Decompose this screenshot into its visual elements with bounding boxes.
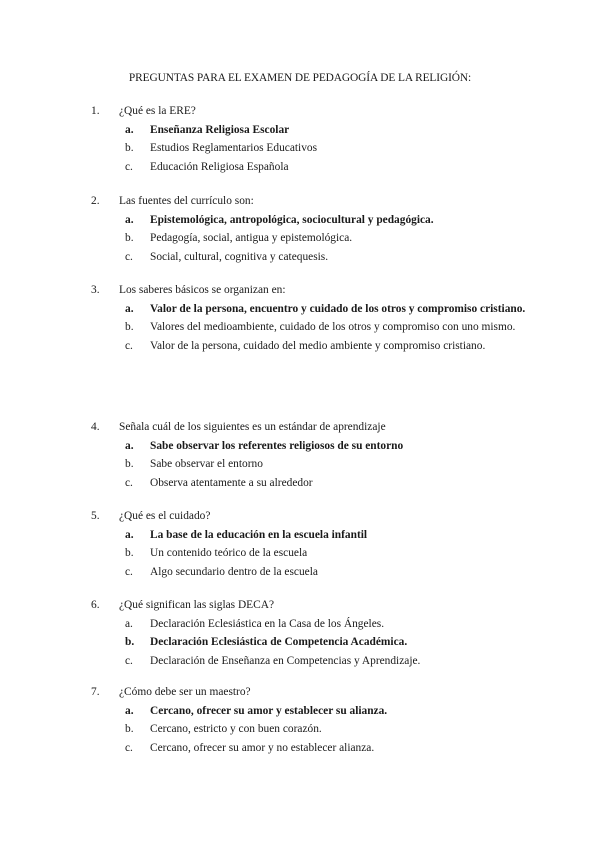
question-2 bbox=[91, 192, 551, 266]
question-header bbox=[91, 418, 551, 436]
answer-option-b bbox=[91, 140, 551, 157]
answer-option-a bbox=[91, 616, 551, 633]
option-letter: b. bbox=[125, 636, 135, 648]
question-text: Los saberes básicos se organizan en: bbox=[119, 284, 286, 296]
question-number: 2. bbox=[91, 195, 100, 207]
question-number: 6. bbox=[91, 599, 100, 611]
option-text: Cercano, ofrecer su amor y establecer su alianza. bbox=[150, 704, 388, 717]
answer-option-a bbox=[91, 212, 551, 229]
answer-option-c bbox=[91, 159, 551, 176]
option-letter: c. bbox=[125, 160, 133, 173]
answer-option-a bbox=[91, 527, 551, 544]
answer-option-b bbox=[91, 545, 551, 562]
option-text: Un contenido teórico de la escuela bbox=[150, 547, 308, 559]
option-text: Enseñanza Religiosa Escolar bbox=[150, 123, 290, 136]
answer-option-b bbox=[91, 634, 551, 651]
option-letter: c. bbox=[125, 339, 133, 352]
question-text: ¿Qué es el cuidado? bbox=[119, 510, 211, 522]
question-number: 7. bbox=[91, 686, 100, 698]
answer-option-b bbox=[91, 319, 551, 336]
answer-option-c bbox=[91, 740, 551, 757]
option-text: Educación Religiosa Española bbox=[150, 160, 289, 173]
option-text: Estudios Reglamentarios Educativos bbox=[150, 142, 318, 154]
option-text: Pedagogía, social, antigua y epistemológica. bbox=[150, 232, 353, 244]
option-letter: b. bbox=[125, 142, 134, 154]
question-1 bbox=[91, 102, 551, 176]
question-text: Las fuentes del currículo son: bbox=[119, 195, 254, 207]
option-letter: a. bbox=[125, 302, 134, 315]
question-4 bbox=[91, 418, 551, 492]
question-text: ¿Cómo debe ser un maestro? bbox=[119, 686, 251, 698]
option-letter: a. bbox=[125, 123, 134, 136]
question-header bbox=[91, 596, 551, 614]
option-text: Declaración de Enseñanza en Competencias y Aprendizaje. bbox=[150, 654, 421, 667]
question-number: 5. bbox=[91, 510, 100, 522]
option-letter: b. bbox=[125, 321, 134, 333]
option-letter: a. bbox=[125, 704, 134, 717]
answer-option-c bbox=[91, 249, 551, 266]
option-letter: c. bbox=[125, 250, 133, 263]
question-header bbox=[91, 281, 551, 299]
page-title: PREGUNTAS PARA EL EXAMEN DE PEDAGOGÍA DE LA RELIGIÓN: bbox=[128, 72, 472, 84]
answer-option-b bbox=[91, 230, 551, 247]
question-header bbox=[91, 507, 551, 525]
question-header bbox=[91, 192, 551, 210]
option-letter: a. bbox=[125, 528, 134, 541]
option-text: Sabe observar los referentes religiosos de su entorno bbox=[150, 439, 404, 452]
answer-option-a bbox=[91, 122, 551, 139]
answer-option-c bbox=[91, 338, 551, 355]
option-text: Valores del medioambiente, cuidado de los otros y compromiso con uno mismo. bbox=[150, 321, 516, 333]
option-letter: b. bbox=[125, 232, 134, 244]
answer-option-c bbox=[91, 653, 551, 670]
question-text: Señala cuál de los siguientes es un estándar de aprendizaje bbox=[119, 421, 386, 433]
option-text: Cercano, estricto y con buen corazón. bbox=[150, 723, 322, 735]
answer-option-a bbox=[91, 301, 551, 318]
option-letter: c. bbox=[125, 476, 133, 489]
option-text: Sabe observar el entorno bbox=[150, 458, 263, 470]
option-text: Social, cultural, cognitiva y catequesis. bbox=[150, 250, 329, 263]
option-text: Valor de la persona, encuentro y cuidado de los otros y compromiso cristiano. bbox=[150, 302, 526, 315]
option-text: Declaración Eclesiástica de Competencia Académica. bbox=[150, 636, 408, 648]
option-letter: c. bbox=[125, 741, 133, 754]
option-letter: c. bbox=[125, 565, 133, 578]
option-text: Cercano, ofrecer su amor y no establecer alianza. bbox=[150, 741, 375, 754]
option-letter: b. bbox=[125, 547, 134, 559]
option-text: Epistemológica, antropológica, sociocultural y pedagógica. bbox=[150, 213, 434, 226]
question-7 bbox=[91, 683, 551, 757]
question-number: 1. bbox=[91, 105, 100, 117]
question-6 bbox=[91, 596, 551, 670]
question-5 bbox=[91, 507, 551, 581]
question-number: 3. bbox=[91, 284, 100, 296]
option-text: Algo secundario dentro de la escuela bbox=[150, 565, 318, 578]
option-letter: b. bbox=[125, 458, 134, 470]
option-text: Valor de la persona, cuidado del medio ambiente y compromiso cristiano. bbox=[150, 339, 486, 352]
answer-option-b bbox=[91, 721, 551, 738]
option-letter: c. bbox=[125, 654, 133, 667]
question-text: ¿Qué es la ERE? bbox=[119, 105, 196, 117]
option-text: Declaración Eclesiástica en la Casa de los Ángeles. bbox=[150, 617, 385, 630]
question-header bbox=[91, 102, 551, 120]
option-text: Observa atentamente a su alrededor bbox=[150, 476, 313, 489]
question-header bbox=[91, 683, 551, 701]
answer-option-c bbox=[91, 475, 551, 492]
answer-option-a bbox=[91, 703, 551, 720]
option-text: La base de la educación en la escuela infantil bbox=[150, 528, 368, 541]
answer-option-b bbox=[91, 456, 551, 473]
option-letter: a. bbox=[125, 439, 134, 452]
option-letter: a. bbox=[125, 213, 134, 226]
option-letter: a. bbox=[125, 617, 133, 630]
question-text: ¿Qué significan las siglas DECA? bbox=[119, 599, 275, 611]
answer-option-a bbox=[91, 438, 551, 455]
answer-option-c bbox=[91, 564, 551, 581]
question-3 bbox=[91, 281, 551, 355]
option-letter: b. bbox=[125, 723, 134, 735]
question-number: 4. bbox=[91, 421, 100, 433]
